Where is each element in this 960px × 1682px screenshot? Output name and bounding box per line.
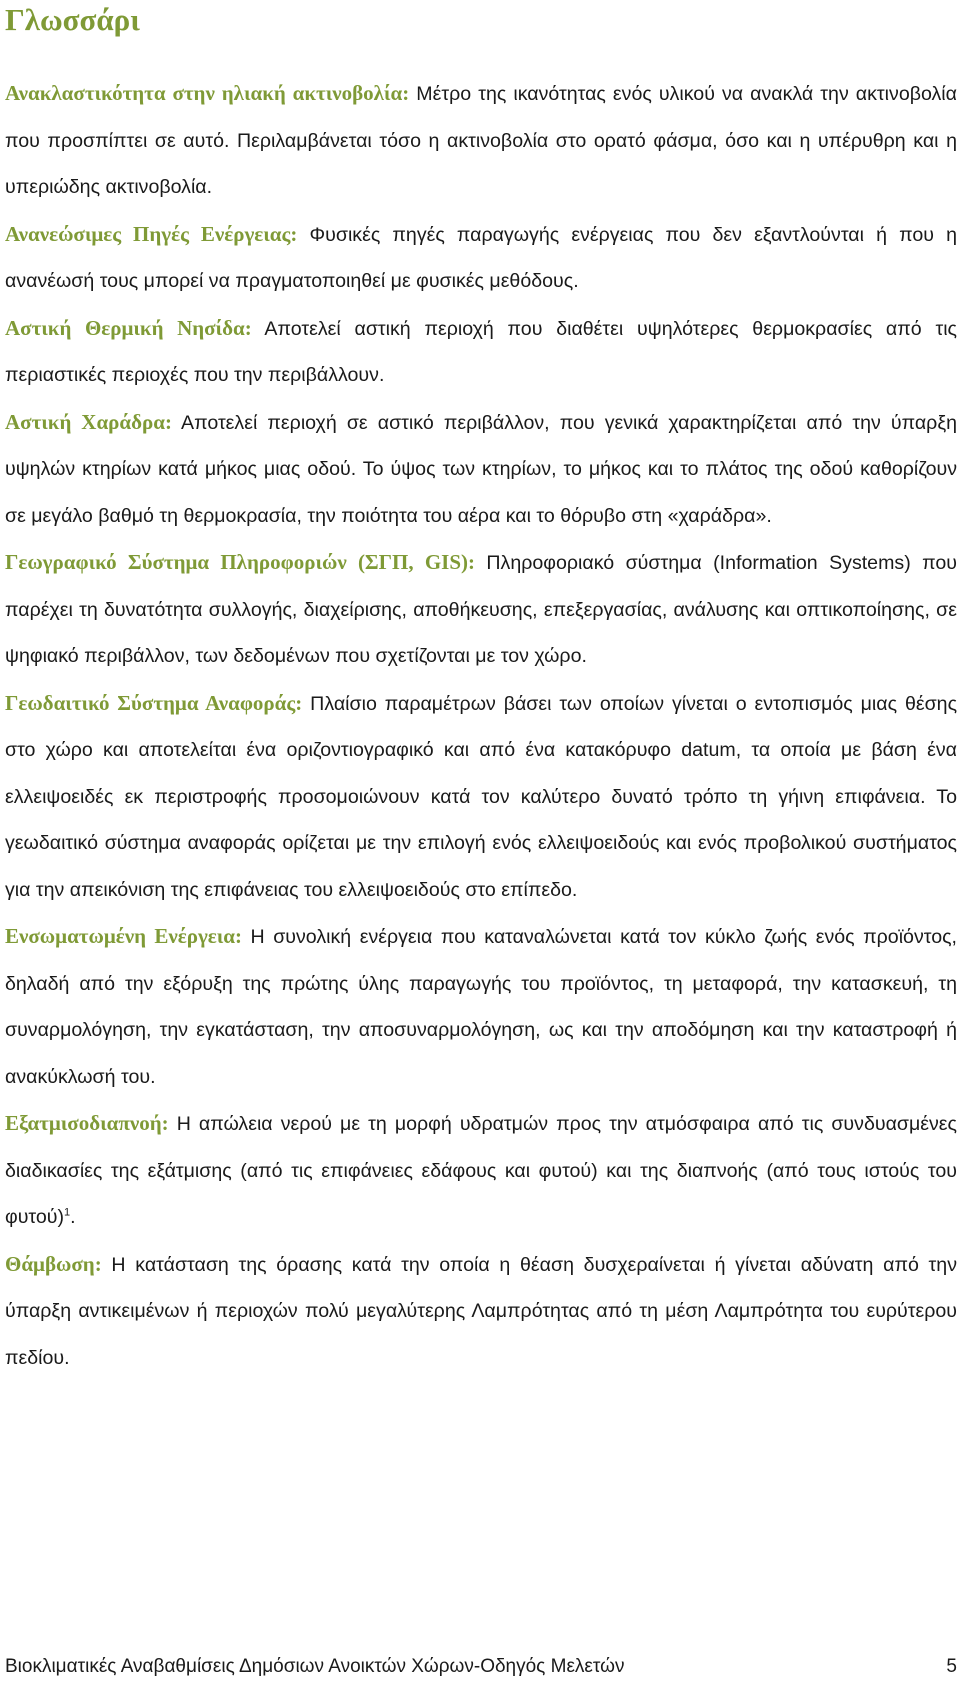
glossary-definition: Αποτελεί περιοχή σε αστικό περιβάλλον, που γενικά χαρακτηρίζεται από την ύπαρξη υψηλών κτηρίων κατά μήκος μιας οδού. Το ύψος των κτηρίων, το μήκος και το πλάτος της οδού καθορίζουν σε μεγάλο βαθμό τη θερμοκρασία, την ποιότητα του αέρα και το θόρυβο στη «χαράδρα». <box>5 411 957 527</box>
glossary-entry <box>5 70 957 211</box>
glossary-definition: Η κατάσταση της όρασης κατά την οποία η θέαση δυσχεραίνεται ή γίνεται αδύνατη από την ύπαρξη αντικειμένων ή περιοχών πολύ μεγαλύτερης Λαμπρότητας από τη μέση Λαμπρότητα του ευρύτερου πεδίου. <box>5 1253 957 1369</box>
definition-text: Η απώλεια νερού με τη μορφή υδρατμών προς την ατμόσφαιρα από τις συνδυασμένες διαδικασίες της εξάτμισης (από τις επιφάνειες εδάφους και φυτού) και της διαπνοής (από τους ιστούς του φυτού) <box>5 1113 957 1228</box>
glossary-term: Εξατμισοδιαπνοή: <box>5 1111 169 1135</box>
glossary-definition: Πλαίσιο παραμέτρων βάσει των οποίων γίνεται ο εντοπισμός μιας θέσης στο χώρο και αποτελείται ένα οριζοντιογραφικό και από ένα κατακόρυφο datum, τα οποία με βάση ένα ελλειψοειδές εκ περιστροφής προσομοιώνουν κατά τον καλύτερο δυνατό τρόπο τη γήινη επιφάνεια. Το γεωδαιτικό σύστημα αναφοράς ορίζεται με την επιλογή ενός ελλειψοειδούς και ενός προβολικού συστήματος για την απεικόνιση της επιφάνειας του ελλειψοειδούς στο επίπεδο. <box>5 692 958 901</box>
glossary-entry <box>5 913 957 1100</box>
glossary-term: Ανανεώσιμες Πηγές Ενέργειας: <box>5 221 298 246</box>
glossary-term: Αστική Χαράδρα: <box>5 409 172 434</box>
footnote-reference[interactable]: 1 <box>64 1206 71 1219</box>
glossary-definition: Αποτελεί αστική περιοχή που διαθέτει υψηλότερες θερμοκρασίες από τις περιαστικές περιοχές που την περιβάλλουν. <box>5 317 957 386</box>
glossary-definition: Πληροφοριακό σύστημα (Information Systems) που παρέχει τη δυνατότητα συλλογής, διαχείρισης, αποθήκευσης, επεξεργασίας, ανάλυσης και οπτικοποίησης, σε ψηφιακό περιβάλλον, των δεδομένων που σχετίζονται με τον χώρο. <box>5 552 957 667</box>
glossary-entry <box>5 1100 957 1241</box>
glossary-definition: Η συνολική ενέργεια που καταναλώνεται κατά τον κύκλο ζωής ενός προϊόντος, δηλαδή από την εξόρυξη της πρώτης ύλης παραγωγής του προϊόντος, τη μεταφορά, την κατασκευή, τη συναρμολόγηση, την εγκατάσταση, την αποσυναρμολόγηση, ως και την αποδόμηση και την καταστροφή ή ανακύκλωσή του. <box>5 926 957 1088</box>
page-title: Γλωσσάρι <box>5 2 140 37</box>
page-number: 5 <box>946 1656 957 1677</box>
glossary-term: Γεωδαιτικό Σύστημα Αναφοράς: <box>5 690 303 715</box>
footer-title: Βιοκλιματικές Αναβαθμίσεις Δημόσιων Ανοικτών Χώρων-Οδηγός Μελετών <box>5 1656 625 1677</box>
definition-end: . <box>70 1206 76 1228</box>
glossary-entry <box>5 680 957 914</box>
glossary-term: Γεωγραφικό Σύστημα Πληροφοριών (ΣΓΠ, GIS): <box>5 550 475 574</box>
glossary-term: Ανακλαστικότητα στην ηλιακή ακτινοβολία: <box>5 81 410 105</box>
glossary-term: Θάμβωση: <box>5 1251 102 1276</box>
glossary-entry <box>5 399 957 540</box>
glossary-entry <box>5 211 957 305</box>
glossary-term: Αστική Θερμική Νησίδα: <box>5 315 252 340</box>
glossary-entry <box>5 1241 957 1382</box>
page-footer <box>5 1654 957 1680</box>
glossary-term: Ενσωματωμένη Ενέργεια: <box>5 924 242 948</box>
glossary-definition: Φυσικές πηγές παραγωγής ενέργειας που δεν εξαντλούνται ή που η ανανέωσή τους μπορεί να πραγματοποιηθεί με φυσικές μεθόδους. <box>5 223 957 292</box>
glossary-entry <box>5 539 957 680</box>
glossary-entry <box>5 305 957 399</box>
glossary-definition: Μέτρο της ικανότητας ενός υλικού να ανακλά την ακτινοβολία που προσπίπτει σε αυτό. Περιλαμβάνεται τόσο η ακτινοβολία στο ορατό φάσμα, όσο και η υπέρυθρη και η υπεριώδης ακτινοβολία. <box>5 83 957 198</box>
glossary-list <box>5 70 957 1381</box>
